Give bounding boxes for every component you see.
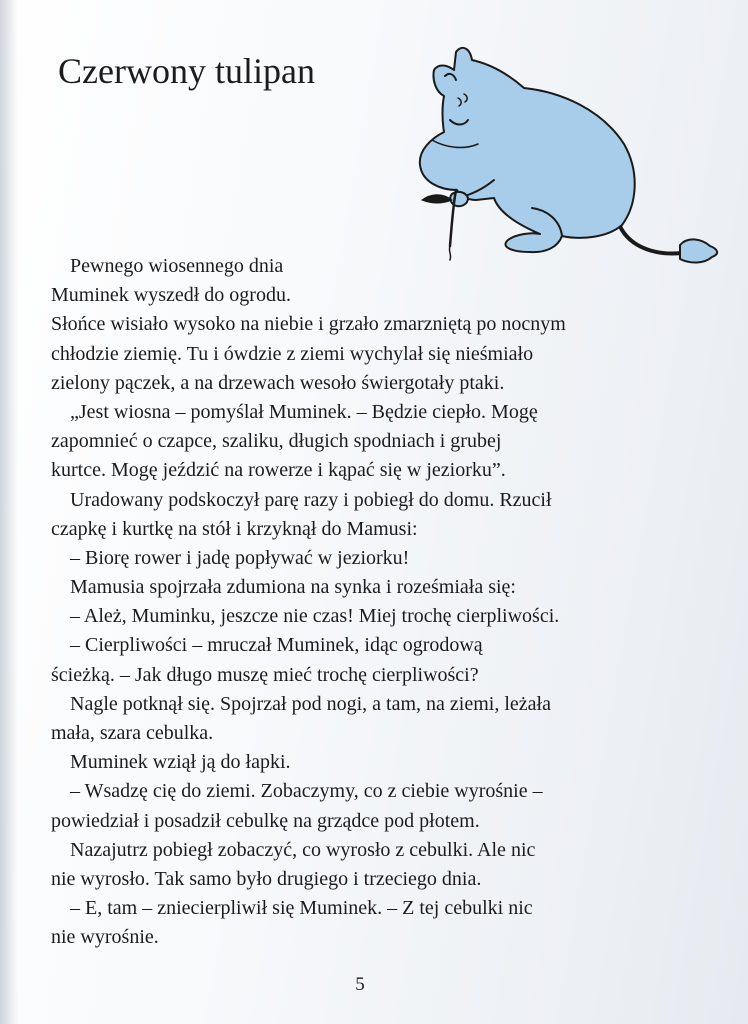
moomin-with-sprout-icon <box>412 40 726 272</box>
text-line: zielony pączek, a na drzewach wesoło świergotały ptaki. <box>51 371 505 394</box>
text-line: Słońce wisiało wysoko na niebie i grzało zmarzniętą po nocnym <box>51 313 566 336</box>
story-text <box>51 252 691 953</box>
text-line: Uradowany podskoczył parę razy i pobiegł do domu. Rzucił <box>70 488 552 511</box>
story-title: Czerwony tulipan <box>58 51 315 91</box>
text-line: ścieżką. – Jak długo muszę mieć trochę cierpliwości? <box>51 663 479 686</box>
page-number: 5 <box>355 974 365 995</box>
sprout-leaf <box>422 195 452 203</box>
text-line: nie wyrośnie. <box>51 926 159 949</box>
text-line: Pewnego wiosennego dnia <box>70 255 284 277</box>
text-line: – E, tam – zniecierpliwił się Muminek. – Z tej cebulki nic <box>70 897 533 920</box>
page-binding-shadow <box>0 0 18 1024</box>
text-line: mała, szara cebulka. <box>51 722 214 744</box>
text-line: powiedział i posadził cebulkę na grządce pod płotem. <box>51 809 480 832</box>
moomin-figure <box>420 48 717 263</box>
text-line: kurtce. Mogę jeździć na rowerze i kąpać się w jeziorku”. <box>51 459 506 482</box>
text-line: Nagle potknął się. Spojrzał pod nogi, a tam, na ziemi, leżała <box>70 692 551 715</box>
sprout-icon <box>422 190 456 260</box>
text-line: – Biorę rower i jadę popływać w jeziorku! <box>70 546 410 569</box>
text-line: nie wyrosło. Tak samo było drugiego i trzeciego dnia. <box>51 867 482 890</box>
text-line: – Cierpliwości – mruczał Muminek, idąc ogrodową <box>70 634 483 657</box>
text-line: Muminek wyszedł do ogrodu. <box>51 284 291 307</box>
text-line: czapkę i kurtkę na stół i krzyknął do Mamusi: <box>51 517 418 540</box>
text-line: zapomnieć o czapce, szaliku, długich spodniach i grubej <box>51 430 502 453</box>
text-line: chłodzie ziemię. Tu i ówdzie z ziemi wychylał się nieśmiało <box>51 342 534 365</box>
moomin-tail <box>617 218 682 253</box>
text-line: Muminek wziął ją do łapki. <box>70 751 291 774</box>
text-line: – Wsadzę cię do ziemi. Zobaczymy, co z ciebie wyrośnie – <box>70 780 543 803</box>
text-line: Mamusia spojrzała zdumiona na synka i roześmiała się: <box>70 576 516 599</box>
text-line: – Ależ, Muminku, jeszcze nie czas! Miej trochę cierpliwości. <box>70 605 560 628</box>
text-line: „Jest wiosna – pomyślał Muminek. – Będzie ciepło. Mogę <box>70 400 538 423</box>
text-line: Nazajutrz pobiegł zobaczyć, co wyrosło z cebulki. Ale nic <box>70 838 536 861</box>
